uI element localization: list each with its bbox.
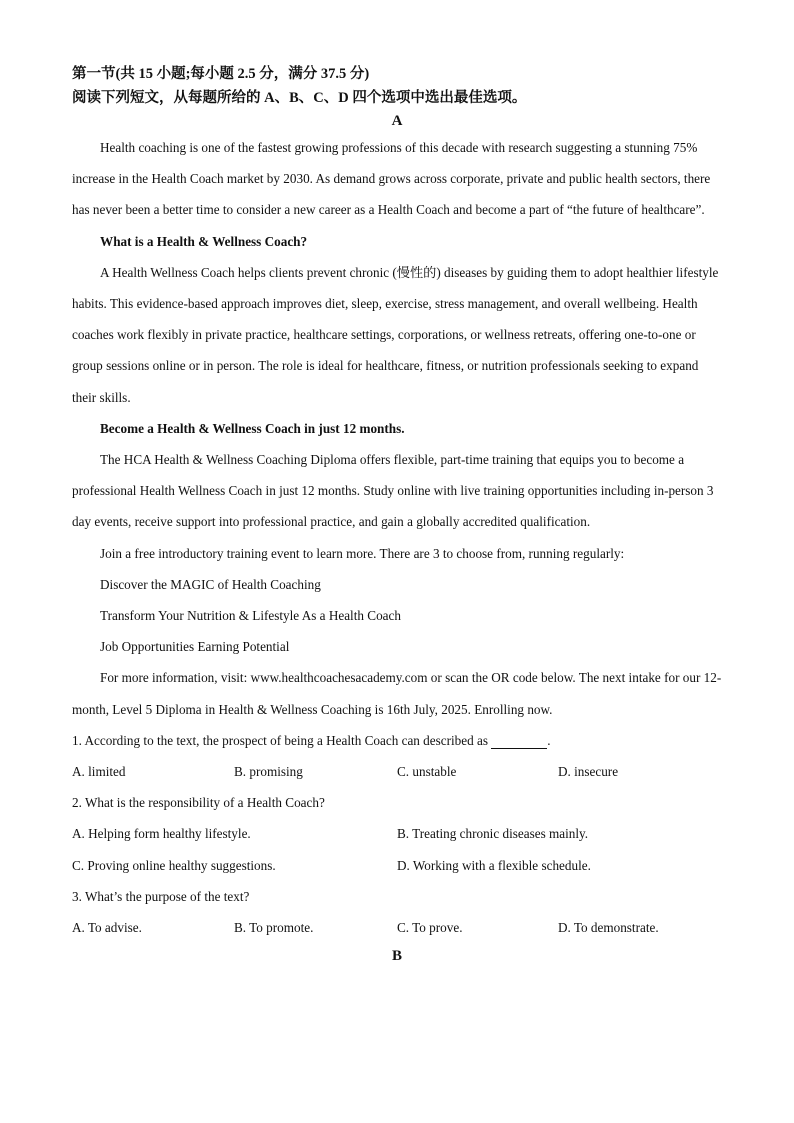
option-c: C. To prove. [397, 920, 463, 936]
section-header: 第一节(共 15 小题;每小题 2.5 分，满分 37.5 分) [72, 66, 370, 82]
instructions: 阅读下列短文，从每题所给的 A、B、C、D 四个选项中选出最佳选项。 [72, 90, 527, 106]
question-3: 3. What’s the purpose of the text? [72, 888, 250, 904]
question-1-stem: 1. According to the text, the prospect of being a Health Coach can described as [72, 732, 488, 748]
paragraph-coach-role: A Health Wellness Coach helps clients prevent chronic (慢性的) diseases by guiding them to adopt healthier lifestyle habits. This evidence-based approach improves diet, sleep, exercise, stress management, and overall wellbeing. Health coaches work flexibly in private practice, healthcare settings, corporations, or wellness retreats, offering one-to-one or group sessions online or in person. The role is ideal for healthcare, fitness, or nutrition professionals seeking to expand their skills. [72, 264, 719, 405]
question-1-options [72, 756, 722, 787]
heading-what-is-coach: What is a Health & Wellness Coach? [100, 233, 308, 249]
question-2: 2. What is the responsibility of a Health Coach? [72, 795, 325, 811]
option-a: A. To advise. [72, 920, 142, 936]
passage-intro: Health coaching is one of the fastest growing professions of this decade with research suggesting a stunning 75% increase in the Health Coach market by 2030. As demand grows across corporate, private and public health sectors, there has never been a better time to consider a new career as a Health Coach and become a part of “the future of healthcare”. [72, 140, 711, 218]
passage-b-label: B [391, 948, 402, 965]
option-d: D. To demonstrate. [558, 920, 659, 936]
event-item: Job Opportunities Earning Potential [100, 639, 290, 655]
exam-page [72, 62, 722, 969]
option-d: D. Working with a flexible schedule. [397, 857, 591, 873]
passage-a-label: A [391, 113, 403, 129]
option-a: A. Helping form healthy lifestyle. [72, 826, 251, 842]
event-item: Discover the MAGIC of Health Coaching [100, 576, 321, 592]
option-b: B. Treating chronic diseases mainly. [397, 826, 589, 842]
question-1-stem-end: . [547, 732, 551, 748]
option-d: D. insecure [558, 764, 619, 780]
option-a: A. limited [72, 764, 126, 780]
paragraph-more-info: For more information, visit: www.healthcoachesacademy.com or scan the OR code below. The next intake for our 12-month, Level 5 Diploma in Health & Wellness Coaching is 16th July, 2025. Enrolling now. [72, 670, 722, 717]
option-c: C. Proving online healthy suggestions. [72, 857, 276, 873]
option-b: B. To promote. [234, 920, 314, 936]
option-b: B. promising [234, 764, 303, 780]
paragraph-events-intro: Join a free introductory training event to learn more. There are 3 to choose from, running regularly: [100, 545, 625, 561]
heading-become-coach: Become a Health & Wellness Coach in just 12 months. [100, 420, 405, 436]
paragraph-diploma: The HCA Health & Wellness Coaching Diploma offers flexible, part-time training that equips you to become a professional Health Wellness Coach in just 12 months. Study online with live training opportunities including in-person 3 day events, receive support into professional practice, and gain a globally accredited qualification. [72, 452, 714, 530]
event-item: Transform Your Nutrition & Lifestyle As a Health Coach [100, 608, 401, 624]
answer-blank [491, 734, 547, 749]
question-2-options [72, 818, 722, 880]
option-c: C. unstable [397, 764, 457, 780]
question-3-options [72, 912, 722, 943]
question-1 [72, 725, 722, 756]
